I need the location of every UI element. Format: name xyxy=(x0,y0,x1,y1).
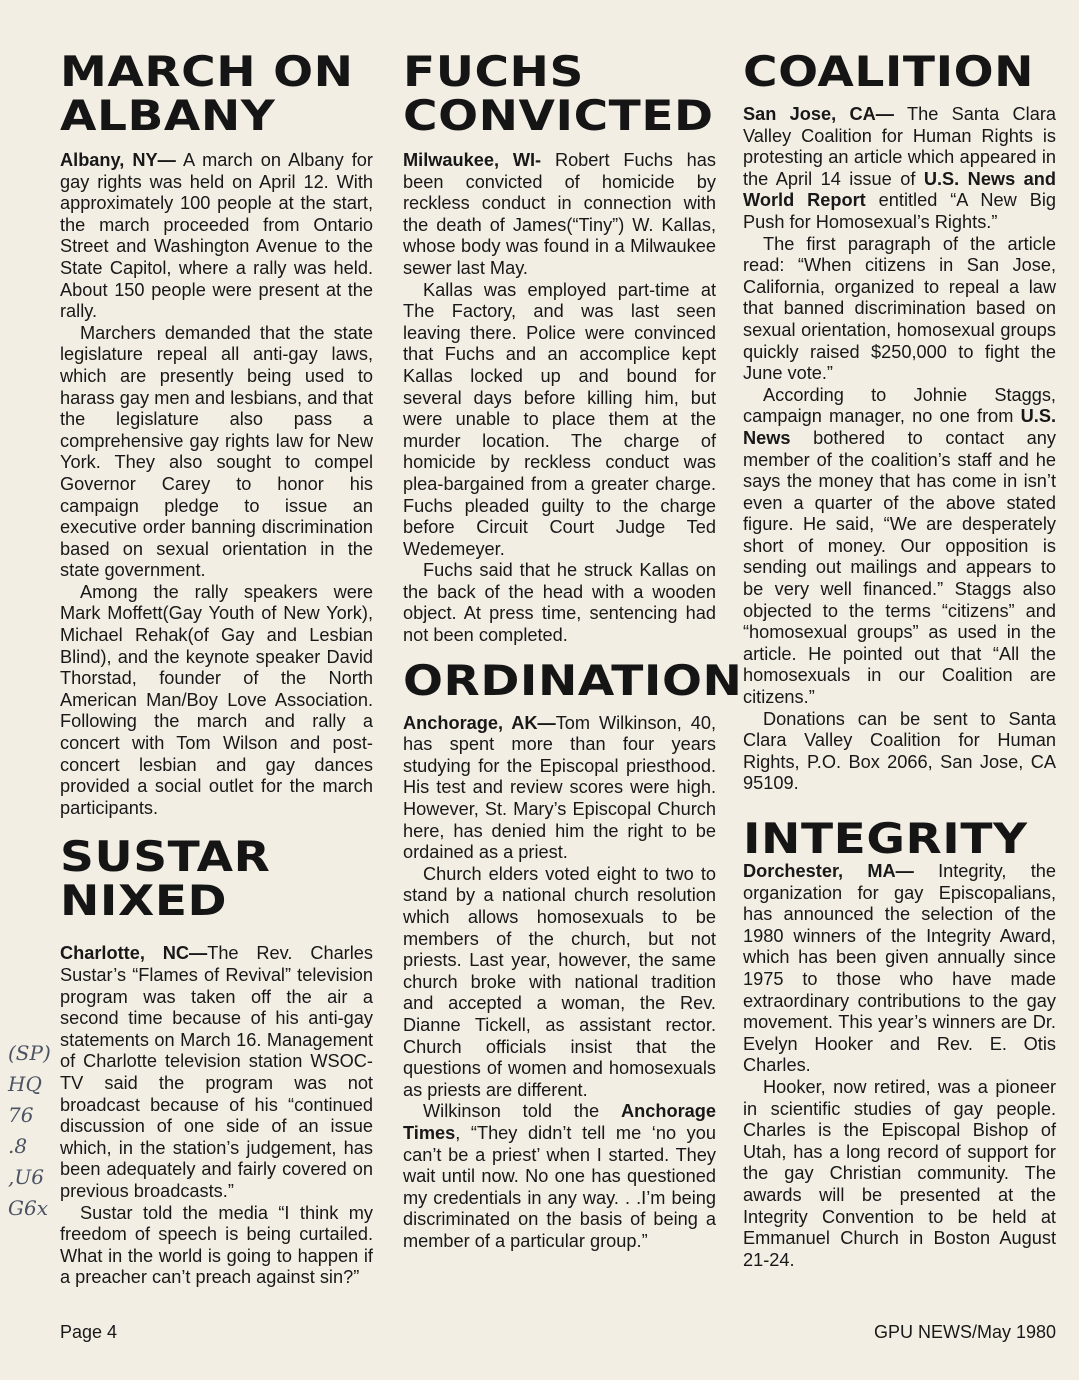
margin-note: (SP) xyxy=(8,1041,51,1065)
article-paragraph: Among the rally speakers were Mark Moffett(Gay Youth of New York), Michael Rehak(of Gay and Lesbian Blind), and the keynote speaker David Thorstad, founder of the North American Man/Boy Love Association. Following the march and rally a concert with Tom Wilson and post-concert lesbian and gay dances provided a social outlet for the march participants. xyxy=(60,581,373,818)
column-2 xyxy=(403,0,743,1253)
article-paragraph: Sustar told the media “I think my freedom of speech is being curtailed. What in the world is going to happen if a preacher can’t preach against sin?” xyxy=(60,1202,373,1288)
article-paragraph: Albany, NY— A march on Albany for gay rights was held on April 12. With approximately 100 people at the start, the march proceeded from Ontario Street and Washington Avenue to the State Capitol, where a rally was held. About 150 people were present at the rally. xyxy=(60,150,373,322)
dateline: Albany, NY— xyxy=(60,150,176,170)
article-paragraph: Hooker, now retired, was a pioneer in scientific studies of gay people. Charles is the Episcopal Bishop of Utah, has a long record of support for the gay Christian community. The awards will be presented at the Integrity Convention to be held at Emmanuel Church in Boston August 21-24. xyxy=(743,1076,1056,1270)
article-fuchs-convicted xyxy=(403,0,716,647)
article-paragraph: Fuchs said that he struck Kallas on the back of the head with a wooden object. At press time, sentencing had not been completed. xyxy=(403,560,716,646)
dateline: Anchorage, AK— xyxy=(403,712,556,733)
page-number: Page 4 xyxy=(60,1322,118,1342)
article-paragraph: Marchers demanded that the state legislature repeal all anti-gay laws, which are presently being used to harass gay men and lesbians, and that the legislature also pass a comprehensive gay rights law for New York. They also sought to compel Governor Carey to honor his campaign pledge to issue an executive order banning discrimination based on sexual orientation in the state government. xyxy=(60,322,373,581)
column-3 xyxy=(743,0,1056,1271)
article-paragraph: The first paragraph of the article read: “When citizens in San Jose, California, organized to repeal a law that banned discrimination based on sexual orientation, homosexual groups quickly raised $250,000 to fight the June vote.” xyxy=(743,233,1056,384)
article-integrity xyxy=(743,795,1056,1271)
newspaper-name: Anchorage Times xyxy=(403,1101,716,1143)
article-march-on-albany xyxy=(60,0,373,819)
dateline: Charlotte, NC— xyxy=(60,943,208,964)
dateline: Milwaukee, WI- xyxy=(403,150,542,170)
dateline: San Jose, CA— xyxy=(743,104,894,124)
magazine-name: U.S. News xyxy=(743,406,1056,448)
article-paragraph: Milwaukee, WI- Robert Fuchs has been convicted of homicide by reckless conduct in connection with the death of James(“Tiny”) W. Kallas, whose body was found in a Milwaukee sewer last May. xyxy=(403,150,716,278)
headline-coalition: COALITION xyxy=(743,47,1035,96)
handwritten-margin-notes xyxy=(8,1038,54,1224)
margin-note: ,U6 xyxy=(8,1165,44,1189)
margin-note: .8 xyxy=(8,1134,28,1158)
headline-march-on-albany: MARCH ON ALBANY xyxy=(60,47,354,140)
article-paragraph: Kallas was employed part-time at The Factory, and was last seen leaving there. Police were convinced that Fuchs and an accomplice kept Kallas locked up and bound for several days before killing him, but were unable to place them at the murder location. The charge of homicide by reckless conduct was plea-bargained from a greater charge. Fuchs pleaded guilty to the charge before Circuit Court Judge Ted Wedemeyer. xyxy=(403,279,716,559)
dateline: Dorchester, MA— xyxy=(743,861,914,881)
margin-note: HQ xyxy=(8,1072,42,1096)
masthead-footer: GPU NEWS/May 1980 xyxy=(873,1322,1056,1342)
article-paragraph: Charlotte, NC—The Rev. Charles Sustar’s “Flames of Revival” television program was taken off the air a second time because of his anti-gay statements on March 16. Management of Charlotte television station WSOC-TV said the program was not broadcast because of his “continued discussion of one side of an issue which, in the station’s judgement, has been adequately and fairly covered on previous broadcasts.” xyxy=(60,943,373,1201)
article-paragraph: Donations can be sent to Santa Clara Valley Coalition for Human Rights, P.O. Box 2066, San Jose, CA 95109. xyxy=(743,708,1056,794)
headline-integrity: INTEGRITY xyxy=(743,814,1028,863)
article-paragraph: Anchorage, AK—Tom Wilkinson, 40, has spent more than four years studying for the Episcopal priesthood. His test and review scores were high. However, St. Mary’s Episcopal Church here, has denied him the right to be ordained as a priest. xyxy=(403,712,716,863)
article-paragraph: According to Johnie Staggs, campaign manager, no one from U.S. News bothered to contact any member of the coalition’s staff and he says the money that has come in isn’t even a quarter of the above stated figure. He said, “We are desperately short of money. Our opposition is sending out mailings and appears to be very well financed.” Staggs also objected to the terms “citizens” and “homosexual groups” as used in the article. He pointed out that “All the homosexuals in our Coalition are citizens.” xyxy=(743,384,1056,708)
article-paragraph: Dorchester, MA— Integrity, the organization for gay Episcopalians, has announced the selection of the 1980 winners of the Integrity Award, which has been given annually since 1975 to those who have made extraordinary contributions to the gay movement. This year’s winners are Dr. Evelyn Hooker and Rev. E. Otis Charles. xyxy=(743,861,1057,1076)
headline-fuchs-convicted: FUCHS CONVICTED xyxy=(403,47,714,140)
article-sustar-nixed xyxy=(60,819,373,1289)
margin-note: 76 xyxy=(8,1103,34,1127)
article-paragraph: Wilkinson told the Anchorage Times, “They didn’t tell me ‘no you can’t be a priest’ when I started. They wait until now. No one has questioned my credentials in any way. . .I’m being discriminated on the basis of being a member of a particular group.” xyxy=(403,1101,716,1251)
article-paragraph: San Jose, CA— The Santa Clara Valley Coalition for Human Rights is protesting an article which appeared in the April 14 issue of U.S. News and World Report entitled “A New Big Push for Homosexual’s Rights.” xyxy=(743,104,1056,232)
article-coalition xyxy=(743,0,1056,795)
article-paragraph: Church elders voted eight to two to stand by a national church resolution which allows homosexuals to be members of the church, but not priests. Last year, however, the same church broke with national tradition and accepted a woman, the Rev. Dianne Tickell, as assistant rector. Church officials insist that the questions of women and homosexuals as priests are different. xyxy=(403,863,716,1100)
column-1 xyxy=(60,0,373,1289)
magazine-name: U.S. News and World Report xyxy=(743,168,1056,211)
headline-ordination: ORDINATION xyxy=(403,655,743,705)
article-ordination xyxy=(403,647,743,1253)
margin-note: G6x xyxy=(8,1196,48,1220)
headline-sustar-nixed: SUSTAR NIXED xyxy=(60,832,271,926)
